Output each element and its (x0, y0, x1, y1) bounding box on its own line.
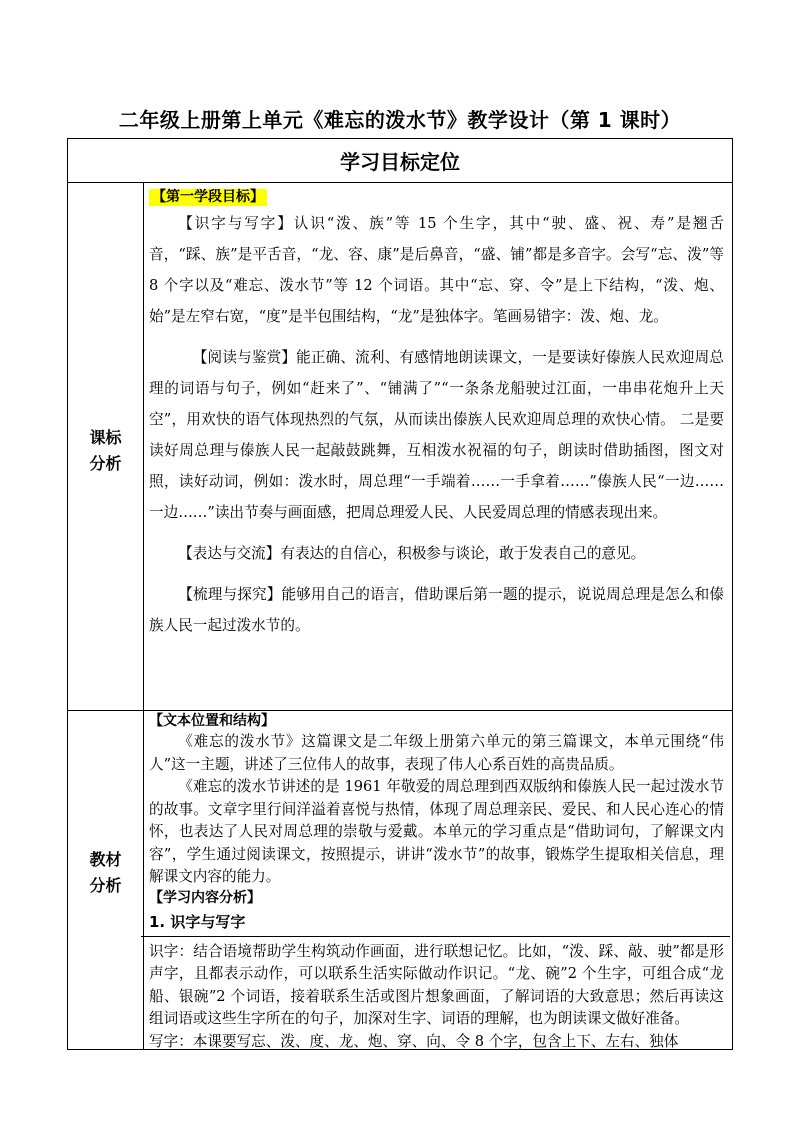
row-label-line1: 教材 (89, 850, 122, 869)
writing-paragraph: 写字：本课要写忘、泼、度、龙、炮、穿、向、令 8 个字，包含上下、左右、独体 (149, 1032, 679, 1050)
row-label-curriculum (68, 425, 143, 477)
text-content-paragraph: 《难忘的泼水节讲述的是 1961 年敬爱的周总理到西双版纳和傣族人民一起过泼水节的故事。文章字里行间洋溢着喜悦与热情，体现了周总理亲民、爱民、和人民心连心的情怀，也表达了人民对周总理的崇敬与爱戴。本单元的学习重点是“借助词句，了解课文内容”，学生通过阅读课文，按照提示，讲讲“泼水节”的故事，锻炼学生提取相关信息，理解课文内容的能力。 (149, 778, 724, 885)
column-divider (143, 182, 144, 1049)
row-label-line2: 分析 (89, 876, 122, 895)
content-analysis-heading: 【学习内容分析】 (149, 889, 261, 906)
row-divider (68, 710, 732, 711)
text-position-heading: 【文本位置和结构】 (149, 713, 275, 729)
reading-paragraph: 【阅读与鉴赏】能正确、流利、有感情地朗读课文，一是要读好傣族人民欢迎周总理的词语与句子，例如“赶来了”、“铺满了”“一条条龙船驶过江面，一串串花炮升上天空”，用欢快的语气体现热烈的气氛，从而读出傣族人民欢迎周总理的欢快心情。 二是要读好周总理与傣族人民一起敲鼓跳舞，互相泼水祝福的句子，朗读时借助插图，图文对照，读好动词，例如：泼水时，周总理“一手端着……一手拿着……”傣族人民“一边……一边……”读出节奏与画面感，把周总理爱人民、人民爱周总理的情感表现出来。 (149, 349, 724, 521)
subheading-divider (141, 936, 730, 937)
literacy-subheading: 1. 识字与写字 (149, 912, 246, 931)
table-header: 学习目标定位 (340, 150, 460, 174)
header-divider (68, 182, 732, 183)
literacy-paragraph: 【识字与写字】认识“泼、族”等 15 个生字，其中“驶、盛、祝、寿”是翘舌音，“踩、族”是平舌音，“龙、容、康”是后鼻音，“盛、铺”都是多音字。会写“忘、泼”等 8 个字以及“难忘、泼水节”等 12 个词语。其中“忘、穿、令”是上下结构，“泼、炮、始”是左窄右宽，“度”是半包围结构，“龙”是独体字。笔画易错字：泼、炮、龙。 (149, 215, 724, 325)
curriculum-analysis-cell (149, 186, 724, 651)
expression-paragraph: 【表达与交流】有表达的自信心，积极参与谈论，敢于发表自己的意见。 (178, 545, 646, 562)
recognition-paragraph: 识字：结合语境帮助学生构筑动作画面，进行联想记忆。比如，“泼、踩、敲、驶”都是形声字，且都表示动作，可以联系生活实际做动作识记。“龙、碗”2 个生字，可组合成“龙船、银碗”2 个词语，接着联系生活或图片想象画面，了解词语的大致意思；然后再读这组词语或这些生字所在的句子，加深对生字、词语的理解，也为朗读课文做好准备。 (149, 942, 724, 1027)
lesson-table (67, 138, 733, 1050)
row-label-line1: 课标 (89, 428, 122, 447)
inquiry-paragraph: 【梳理与探究】能够用自己的语言，借助课后第一题的提示，说说周总理是怎么和傣族人民一起过泼水节的。 (149, 586, 724, 634)
stage-goal-badge: 【第一学段目标】 (149, 189, 267, 206)
text-position-paragraph: 《难忘的泼水节》这篇课文是二年级上册第六单元的第三篇课文，本单元围绕“伟人”这一主题，讲述了三位伟人的故事，表现了伟人心系百姓的高贵品质。 (149, 733, 724, 773)
row-label-textbook (68, 847, 143, 899)
textbook-analysis-cell (149, 712, 724, 1053)
row-label-line2: 分析 (89, 454, 122, 473)
document-title: 二年级上册第上单元《难忘的泼水节》教学设计（第 1 课时） (118, 108, 682, 132)
